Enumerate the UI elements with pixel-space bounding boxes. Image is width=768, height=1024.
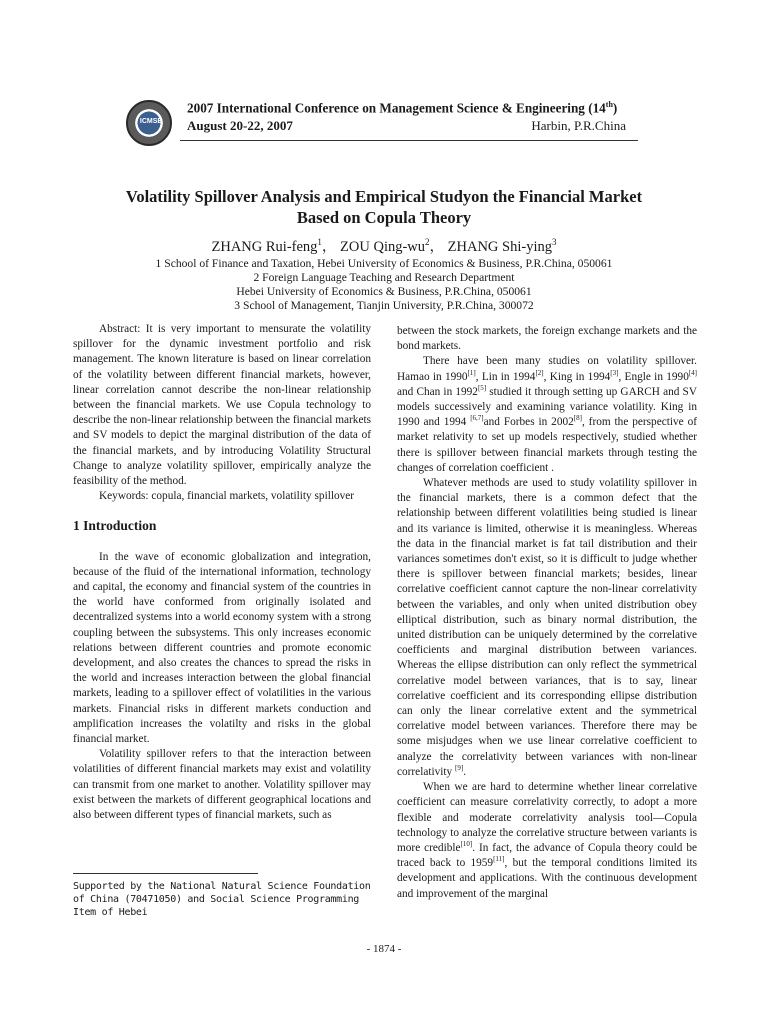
footnote-divider: [73, 873, 258, 874]
conference-logo-icon: [126, 100, 172, 146]
author-1: ZHANG Rui-feng: [211, 239, 318, 255]
citation: [3]: [610, 368, 619, 377]
right-paragraph-3: When we are hard to determine whether linear correlative coefficient can measure correlativity correctly, to adopt a more flexible and moderate correlativity analysis tool—Copula technology to analyze the correlative structure between variants is more credible[10]. In fact, the advance of Copula theory could be traced back to 1959[11], but the temporal conditions limited its development and applications. With the continuous development and improvement of the marginal: [397, 781, 698, 900]
page-number: - 1874 -: [366, 943, 402, 955]
citation: [5]: [477, 384, 487, 393]
author-3: ZHANG Shi-ying: [447, 239, 552, 255]
paper-title: Volatility Spillover Analysis and Empirical Studyon the Financial Market Based on Copula Theory: [125, 187, 643, 227]
logo-text: ICMSE: [139, 118, 163, 125]
citation: [2]: [535, 368, 544, 377]
affiliation-2-university: Hebei University of Economics & Business, P.R.China, 050061: [236, 285, 532, 298]
citation: [6,7]: [470, 414, 484, 423]
right-paragraph-1: There have been many studies on volatility spillover. Hamao in 1990[1], Lin in 1994[2], King in 1994[3], Engle in 1990[4] and Chan in 1992[5] studied it through setting up GARCH and SV models successively and examining variance volatility. King in 1990 and 1994 [6,7]and Forbes in 2002[8], from the perspective of market relativity to set up models respectively, studied whether there is spillover between financial markets through testing the changes of correlation coefficient .: [397, 355, 698, 474]
conference-location: Harbin, P.R.China: [531, 118, 626, 133]
conference-date: August 20-22, 2007: [187, 118, 293, 133]
conference-header: [120, 92, 640, 152]
affiliation-3: 3 School of Management, Tianjin University, P.R.China, 300072: [234, 299, 534, 312]
intro-paragraph-2: Volatility spillover refers to that the interaction between volatilities of different financial markets may exist and volatility can transmit from one market to another. Volatility spillover may exist between the markets of different geographical locations and also between different types of financial markets, such as: [73, 748, 371, 822]
author-2: ZOU Qing-wu: [340, 239, 426, 255]
header-divider: [180, 140, 638, 141]
affiliation-1: 1 School of Finance and Taxation, Hebei University of Economics & Business, P.R.China, 050061: [155, 257, 613, 270]
conference-title: 2007 International Conference on Management Science & Engineering (14th): [187, 100, 618, 116]
affiliation-2: 2 Foreign Language Teaching and Research Department: [253, 271, 515, 284]
citation: [11]: [493, 855, 505, 864]
citation: [8]: [573, 414, 582, 423]
right-column: [397, 324, 697, 902]
author-list: ZHANG Rui-feng$^1$， ZOU Qing-$wu^2$， ZHANG Shi-ying$^3$: [211, 237, 557, 255]
intro-paragraph-1: In the wave of economic globalization and integration, because of the fluid of the international information, technology and capital, the economy and financial system of the countries in the world have conformed from originally isolated and decentralized systems into a world economy system with a strong coupling between the subsystems. This only increases economic relations between different countries and promote economic development, and also creates the chances to spread the risks in the world and increases interaction between the global financial markets, leading to a spillover effect of volatilities in the various markets. Financial risks in different markets conduction and amplification increases the volatilty and risks in the global financial market.: [73, 550, 371, 746]
abstract: Abstract: It is very important to mensurate the volatility spillover for the dynamic investment portfolio and risk management. The known literature is based on linear correlation of the volatility between different financial markets, however, linear correlation cannot describe the non-linear relationship between the financial markets. We use Copula technology to describe the non-linear relationship between the financial markets and SV models to depict the marginal distribution of the data of the financial markets, and by introducing Volatility Structural Change to analyze volatility spillover, empirically analyze the feasibility of the method.: [73, 323, 371, 488]
funding-footnote: Supported by the National Natural Science Foundation of China (70471050) and Social Science Programming Item of Hebei: [73, 881, 371, 918]
keywords: Keywords: copula, financial markets, volatility spillover: [99, 490, 355, 503]
right-paragraph-2: Whatever methods are used to study volatility spillover in the financial markets, there is a common defect that the relationship between different volatilities being studied is linear and its variance is limited, otherwise it is meaningless. Whereas the data in the financial market is fat tail distribution and their variances sometimes don't exist, so it is difficult to judge whether there is spillover between financial markets; besides, linear correlative coefficient cannot capture the non-linear correlativity between the variables, and only when united distribution obey elliptical distribution, such as binary normal distribution, the united distribution can be uniquely determined by the correlative coefficients and marginal distribution between variances. Whereas the ellipse distribution can only reflect the symmetrical correlative model between variances, that is to say, linear correlative coefficient and its corresponding ellipse distribution can only the linear correlative extent and the symmetrical correlative model between variances. Therefore there may be some misjudges when we use linear correlative coefficient to analyze the correlativity between variances with non-linear correlativity [9].: [397, 477, 697, 778]
citation: [1]: [467, 368, 476, 377]
section-heading-introduction: 1 Introduction: [73, 518, 157, 534]
citation: [10]: [460, 840, 473, 849]
right-paragraph-continued: between the stock markets, the foreign exchange markets and the bond markets.: [397, 325, 697, 353]
citation: [4]: [688, 368, 698, 377]
left-column: [73, 322, 371, 823]
citation: [9]: [455, 764, 464, 773]
